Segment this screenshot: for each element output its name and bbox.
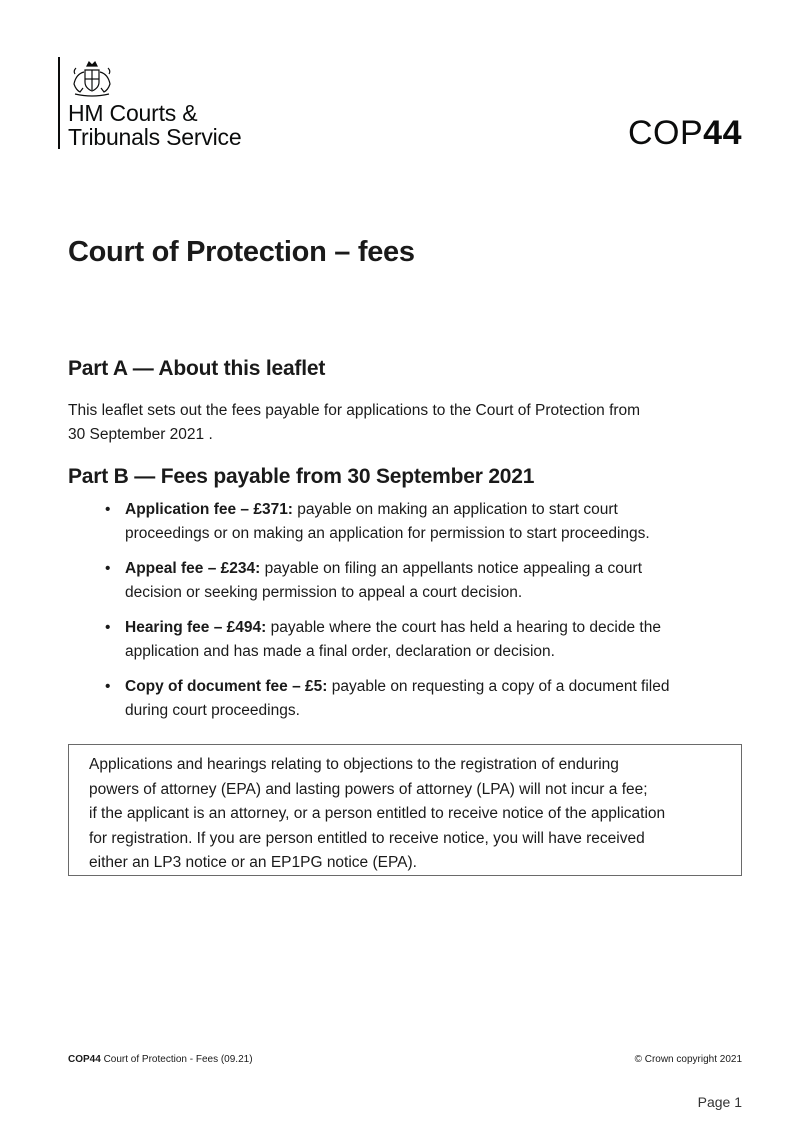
fee-label: Hearing fee – £494: [125, 619, 267, 636]
page-title: Court of Protection – fees [68, 236, 415, 268]
organisation-name [68, 101, 241, 149]
note-line: Applications and hearings relating to objections to the registration of enduring [89, 756, 619, 773]
fee-second-line: proceedings or on making an application for permission to start proceedings. [125, 525, 650, 542]
note-line: for registration. If you are person entitled to receive notice, you will have received [89, 829, 645, 847]
fee-first-line [125, 557, 735, 581]
fee-first-line [125, 616, 735, 640]
bullet: • [105, 619, 111, 636]
organisation-name-line2: Tribunals Service [68, 124, 242, 150]
logo-divider [58, 57, 60, 149]
fee-description: payable on requesting a copy of a document filed [327, 678, 670, 695]
royal-coat-of-arms-icon [67, 58, 117, 98]
bullet: • [105, 678, 111, 695]
fee-second-line: application and has made a final order, declaration or decision. [125, 643, 555, 660]
fee-label: Appeal fee – £234: [125, 560, 261, 577]
part-a-line1: This leaflet sets out the fees payable for applications to the Court of Protection from [68, 402, 641, 419]
note-line: either an LP3 notice or an EP1PG notice (EPA). [89, 854, 417, 871]
bullet: • [105, 560, 111, 577]
fee-label: Application fee – £371: [125, 501, 293, 518]
form-code-prefix: COP [627, 114, 704, 152]
fee-item-application [105, 498, 735, 546]
fee-description: payable on filing an appellants notice appealing a court [260, 560, 643, 577]
part-a-heading: Part A — About this leaflet [68, 357, 326, 380]
footer-form-code: COP44 [68, 1054, 101, 1065]
bullet: • [105, 501, 111, 518]
part-a-body [68, 399, 748, 447]
fee-item-hearing [105, 616, 735, 664]
fee-item-appeal [105, 557, 735, 605]
fee-description: payable on making an application to start court [292, 501, 618, 518]
fee-item-copy-of-document [105, 675, 735, 723]
exemption-note-box [68, 744, 742, 876]
part-b-heading: Part B — Fees payable from 30 September 2021 [68, 465, 535, 488]
footer-copyright: © Crown copyright 2021 [634, 1054, 742, 1065]
form-code [628, 114, 742, 153]
fee-second-line: during court proceedings. [125, 702, 300, 719]
fee-description: payable where the court has held a hearing to decide the [266, 619, 661, 636]
fees-list [105, 498, 735, 734]
fee-second-line: decision or seeking permission to appeal a court decision. [125, 584, 523, 601]
fee-label: Copy of document fee – £5: [125, 678, 328, 695]
footer-form-reference [68, 1054, 253, 1065]
fee-first-line [125, 675, 735, 699]
form-code-number: 44 [703, 114, 742, 152]
part-a-line2: 30 September 2021 . [68, 426, 213, 443]
fee-first-line [125, 498, 735, 522]
note-line: powers of attorney (EPA) and lasting powers of attorney (LPA) will not incur a fee; [89, 780, 648, 798]
organisation-name-line1: HM Courts & [68, 100, 198, 126]
hmcts-logo [58, 57, 318, 149]
page-number: Page 1 [697, 1094, 742, 1110]
footer-form-title: Court of Protection - Fees (09.21) [100, 1054, 253, 1065]
note-line: if the applicant is an attorney, or a person entitled to receive notice of the application [89, 805, 666, 822]
